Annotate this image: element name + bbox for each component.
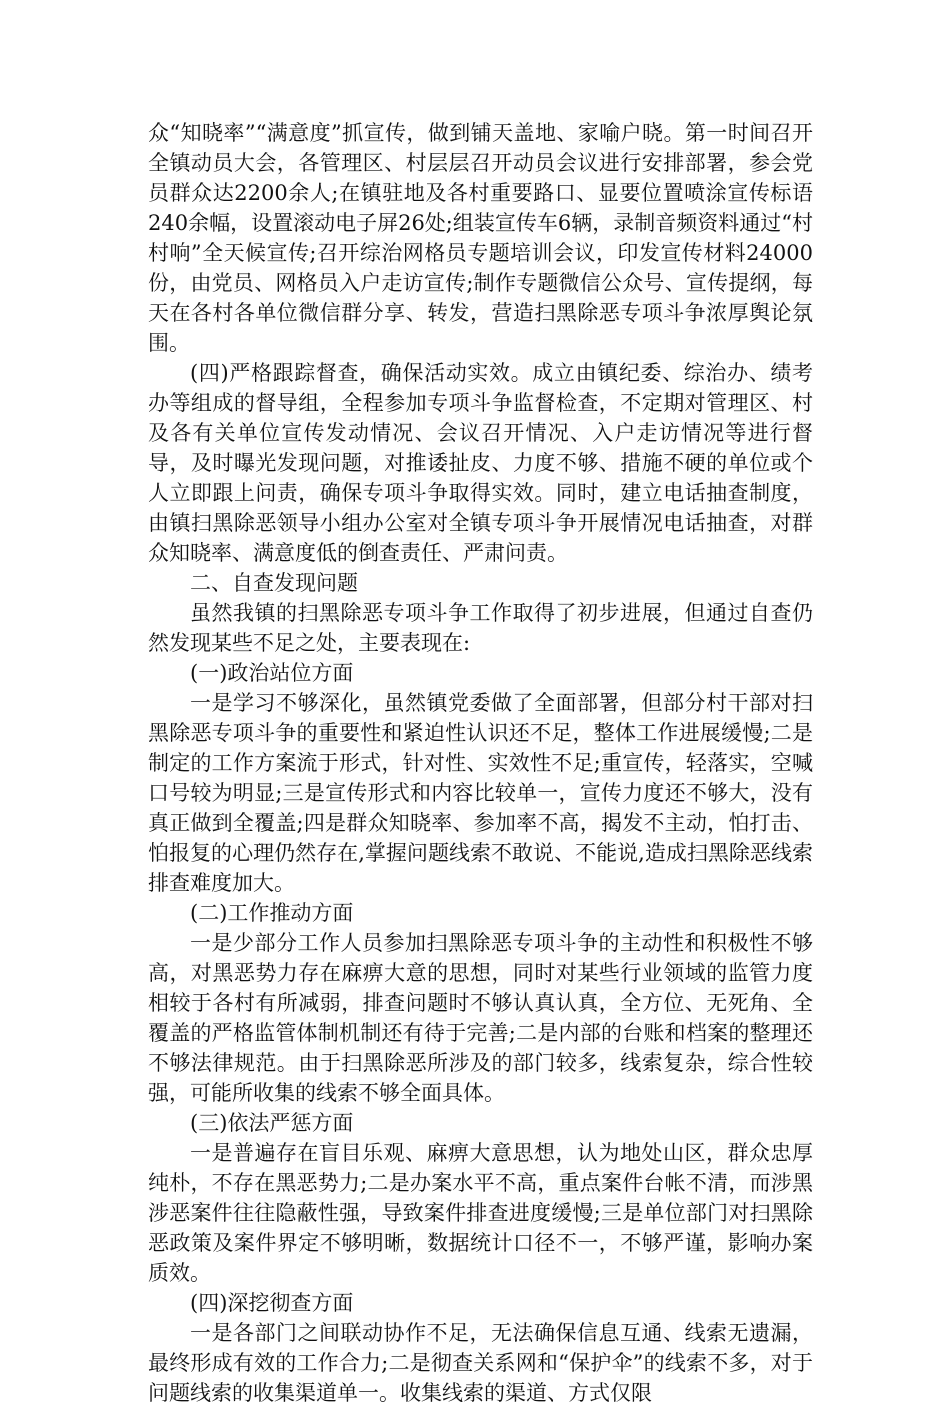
paragraph-supervision: (四)严格跟踪督查，确保活动实效。成立由镇纪委、综治办、绩考办等组成的督导组，全程参加专项斗争监督检查，不定期对管理区、村及各有关单位宣传发动情况、会议召开情况、入户走访情况等进行督导，及时曝光发现问题，对推诿扯皮、力度不够、措施不硬的单位或个人立即跟上问责，确保专项斗争取得实效。同时，建立电话抽查制度，由镇扫黑除恶领导小组办公室对全镇专项斗争开展情况电话抽查，对群众知晓率、满意度低的倒查责任、严肃问责。 bbox=[148, 361, 813, 565]
subheading-legal-punishment: (三)依法严惩方面 bbox=[190, 1111, 354, 1135]
section-heading-self-inspection: 二、自查发现问题 bbox=[190, 571, 358, 595]
paragraph-legal-punishment: 一是普遍存在盲目乐观、麻痹大意思想，认为地处山区，群众忠厚纯朴，不存在黑恶势力;二是办案水平不高，重点案件台帐不清，而涉黑涉恶案件往往隐蔽性强，导致案件排查进度缓慢;三是单位部门对扫黑除恶政策及案件界定不够明晰，数据统计口径不一，不够严谨，影响办案质效。 bbox=[148, 1141, 813, 1285]
subheading-work-promotion: (二)工作推动方面 bbox=[190, 901, 354, 925]
subheading-deep-investigation: (四)深挖彻查方面 bbox=[190, 1291, 354, 1315]
paragraph-political-stance: 一是学习不够深化，虽然镇党委做了全面部署，但部分村干部对扫黑除恶专项斗争的重要性和紧迫性认识还不足，整体工作进展缓慢;二是制定的工作方案流于形式，针对性、实效性不足;重宣传，轻落实，空喊口号较为明显;三是宣传形式和内容比较单一，宣传力度还不够大，没有真正做到全覆盖;四是群众知晓率、参加率不高，揭发不主动，怕打击、怕报复的心理仍然存在,掌握问题线索不敢说、不能说,造成扫黑除恶线索排查难度加大。 bbox=[148, 691, 813, 895]
paragraph-work-promotion: 一是少部分工作人员参加扫黑除恶专项斗争的主动性和积极性不够高，对黑恶势力存在麻痹大意的思想，同时对某些行业领域的监管力度相较于各村有所减弱，排查问题时不够认真认真，全方位、无死角、全覆盖的严格监管体制机制还有待于完善;二是内部的台账和档案的整理还不够法律规范。由于扫黑除恶所涉及的部门较多，线索复杂，综合性较强，可能所收集的线索不够全面具体。 bbox=[148, 931, 813, 1105]
paragraph-intro-problems: 虽然我镇的扫黑除恶专项斗争工作取得了初步进展，但通过自查仍然发现某些不足之处，主要表现在: bbox=[148, 601, 813, 655]
document-page bbox=[148, 118, 813, 1408]
paragraph-deep-investigation: 一是各部门之间联动协作不足，无法确保信息互通、线索无遗漏，最终形成有效的工作合力;二是彻查关系网和“保护伞”的线索不多，对于问题线索的收集渠道单一。收集线索的渠道、方式仅限 bbox=[148, 1321, 813, 1405]
paragraph-publicity-continued: 众“知晓率”“满意度”抓宣传，做到铺天盖地、家喻户晓。第一时间召开全镇动员大会，各管理区、村层层召开动员会议进行安排部署，参会党员群众达2200余人;在镇驻地及各村重要路口、显要位置喷涂宣传标语240余幅，设置滚动电子屏26处;组装宣传车6辆，录制音频资料通过“村村响”全天候宣传;召开综治网格员专题培训会议，印发宣传材料24000份，由党员、网格员入户走访宣传;制作专题微信公众号、宣传提纲，每天在各村各单位微信群分享、转发，营造扫黑除恶专项斗争浓厚舆论氛围。 bbox=[148, 121, 813, 355]
subheading-political-stance: (一)政治站位方面 bbox=[190, 661, 354, 685]
